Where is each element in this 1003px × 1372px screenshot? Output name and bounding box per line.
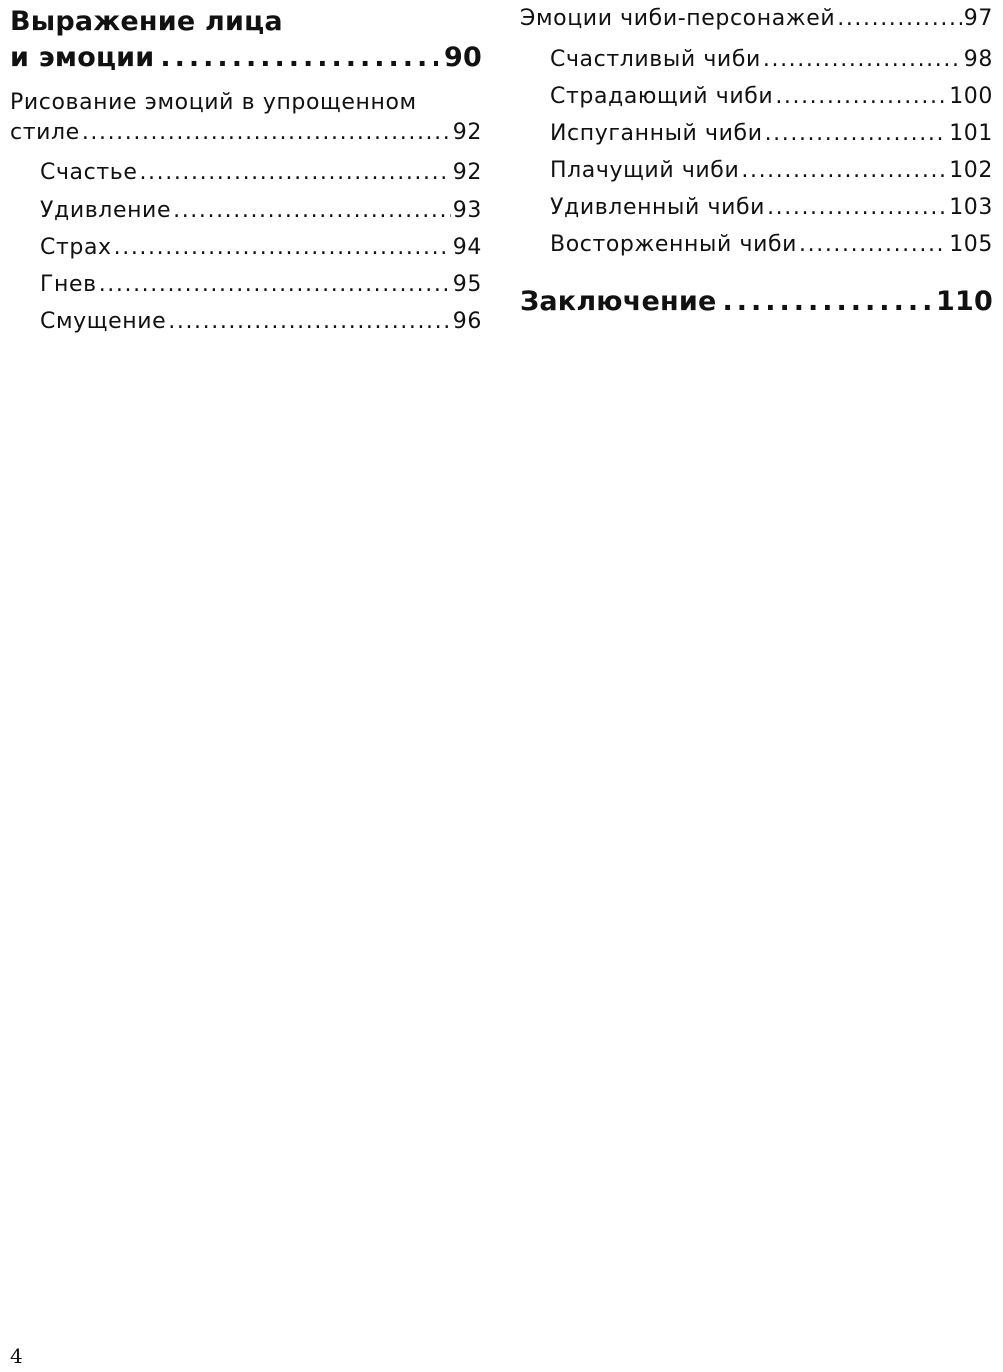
conclusion-entry[interactable] [520,286,993,317]
chapter-page-number: 90 [444,42,482,73]
chapter-title-line1: Выражение лица [10,6,283,37]
section-page-number: 97 [963,6,993,31]
toc-item-page: 98 [963,47,993,72]
dot-leader [767,195,947,220]
toc-item-page: 102 [949,158,993,183]
toc-item-page: 100 [949,84,993,109]
toc-item-label: Страдающий чиби [550,84,774,109]
dot-leader [722,286,930,317]
section-title-line1: Рисование эмоций в упрощенном [10,90,417,115]
dot-leader [741,158,947,183]
dot-leader [99,272,451,297]
chapter-entry[interactable] [10,42,482,73]
toc-item[interactable] [520,195,993,220]
toc-item-label: Восторженный чиби [550,232,798,257]
toc-item-page: 94 [452,235,482,260]
toc-item[interactable] [10,160,482,185]
toc-item-label: Испуганный чиби [550,121,763,146]
toc-item-label: Смущение [40,309,167,334]
dot-leader [114,235,451,260]
toc-item[interactable] [520,84,993,109]
toc-item-label: Счастье [40,160,138,185]
toc-item-label: Счастливый чиби [550,47,761,72]
section-entry[interactable] [520,6,993,31]
conclusion-page-number: 110 [936,286,993,317]
toc-item-page: 93 [452,198,482,223]
conclusion-label: Заключение [520,286,717,317]
toc-item-label: Плачущий чиби [550,158,740,183]
toc-item-page: 103 [949,195,993,220]
dot-leader [763,47,962,72]
toc-item[interactable] [520,232,993,257]
toc-item-label: Удивление [40,198,172,223]
dot-leader [173,198,451,223]
toc-item[interactable] [520,158,993,183]
toc-item[interactable] [10,235,482,260]
toc-item-label: Страх [40,235,112,260]
chapter-title-line2: и эмоции [10,42,155,73]
toc-item-page: 101 [949,121,993,146]
dot-leader [139,160,450,185]
section-entry[interactable] [10,120,482,145]
toc-item-label: Гнев [40,272,97,297]
dot-leader [837,6,962,31]
toc-item-label: Удивленный чиби [550,195,766,220]
toc-item[interactable] [520,121,993,146]
section-page-number: 92 [452,120,482,145]
toc-item[interactable] [10,272,482,297]
page-number: 4 [10,1344,23,1368]
dot-leader [765,121,948,146]
toc-item[interactable] [10,309,482,334]
dot-leader [82,120,451,145]
toc-item-page: 95 [452,272,482,297]
toc-item[interactable] [10,198,482,223]
section-title-line2: стиле [10,120,80,145]
toc-item[interactable] [520,47,993,72]
toc-item-page: 92 [452,160,482,185]
dot-leader [168,309,451,334]
dot-leader [775,84,947,109]
section-title: Эмоции чиби-персонажей [520,6,836,31]
toc-item-page: 96 [452,309,482,334]
toc-item-page: 105 [949,232,993,257]
dot-leader [799,232,947,257]
dot-leader [160,42,438,73]
